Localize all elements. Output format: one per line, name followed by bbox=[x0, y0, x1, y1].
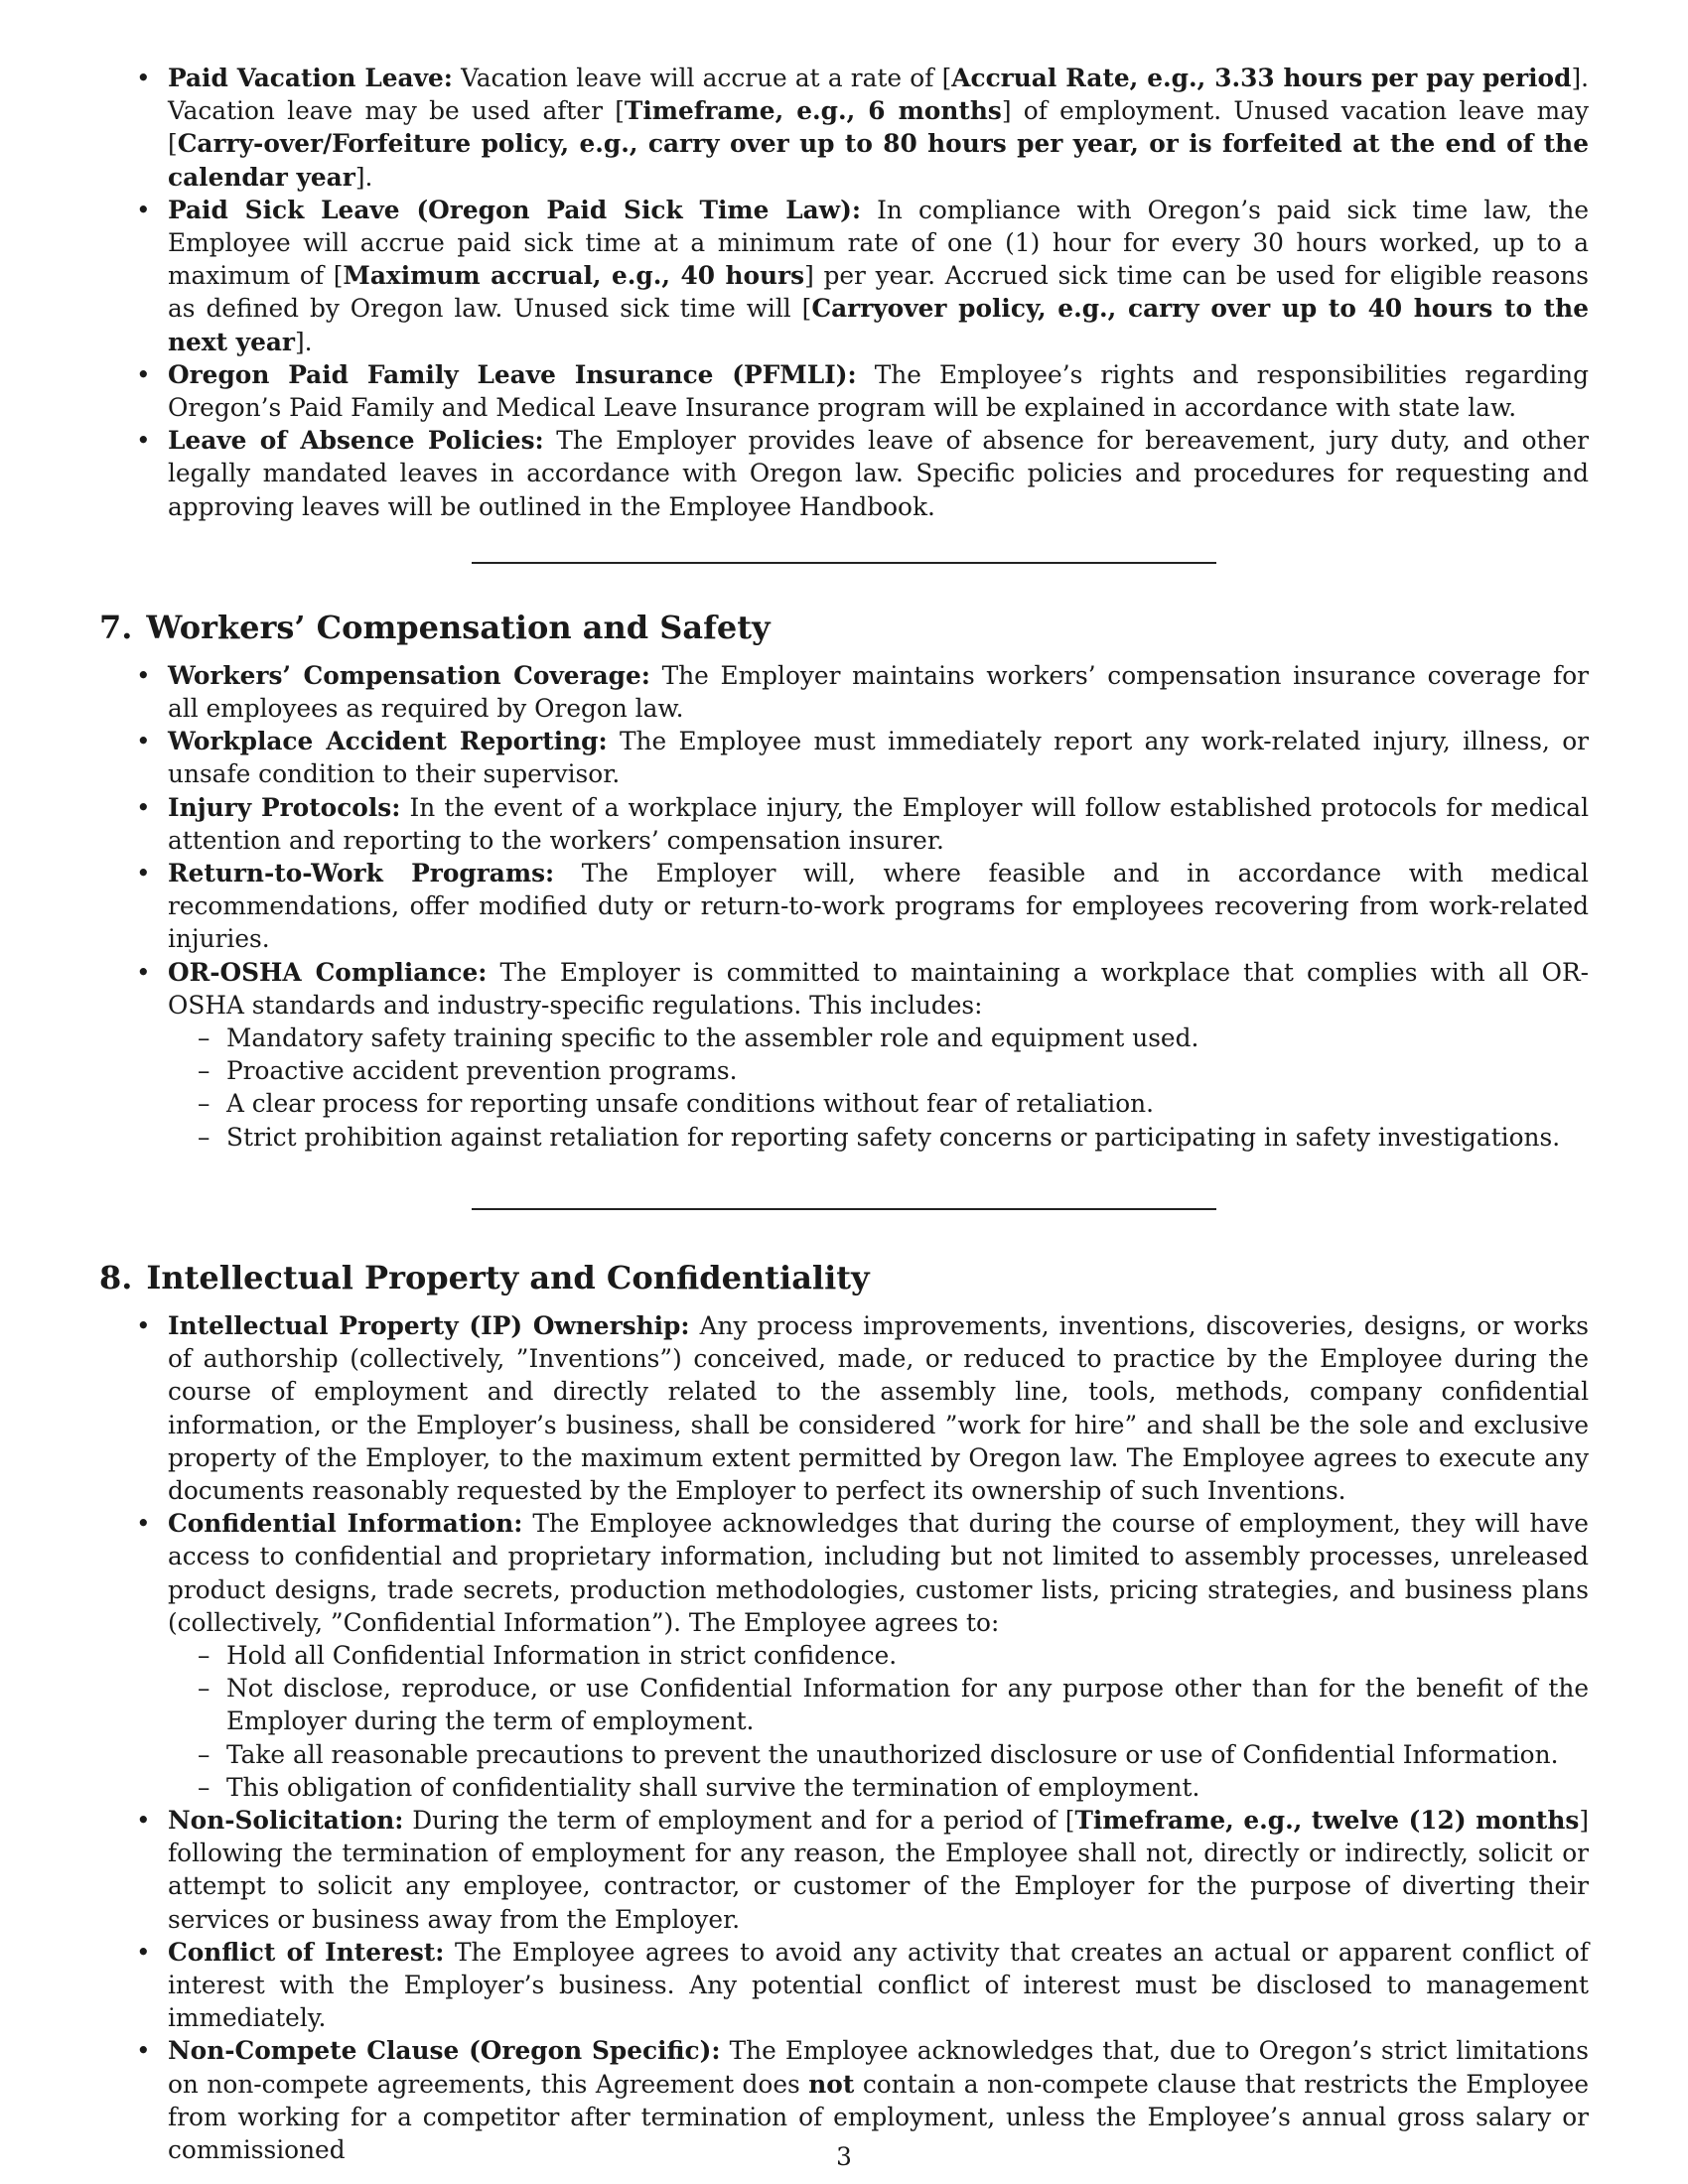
item-text: ] following the termination of employment for any reason, the Employee shall not, directly or indirectly, solicit or attempt to solicit any employee, contractor, or customer of the Employer for the purpose of diverting their services or business away from the Employer. bbox=[168, 1805, 1590, 1934]
list-item bbox=[99, 1804, 1589, 1936]
list-item bbox=[99, 1309, 1589, 1507]
item-lead: Oregon Paid Family Leave Insurance (PFMLI): bbox=[168, 359, 857, 389]
item-text: In compliance with Oregon’s paid sick time law, the Employee will accrue paid sick time at a minimum rate of one (1) hour for every 30 hours worked, up to a maximum of [ bbox=[168, 195, 1589, 291]
section-number: 7. bbox=[99, 608, 133, 646]
item-lead: Intellectual Property (IP) Ownership: bbox=[168, 1310, 690, 1340]
section-title: Workers’ Compensation and Safety bbox=[146, 608, 771, 646]
section-number: 8. bbox=[99, 1258, 133, 1297]
item-text: ] of employment. Unused vacation leave may [ bbox=[168, 96, 1589, 159]
list-item bbox=[99, 194, 1589, 358]
item-text: ] per year. Accrued sick time can be used for eligible reasons as defined by Oregon law. Unused sick time will [ bbox=[168, 261, 1590, 324]
document-page bbox=[99, 62, 1589, 2166]
item-text: ]. Vacation leave may be used after [ bbox=[168, 64, 1589, 126]
item-lead: Paid Sick Leave (Oregon Paid Sick Time Law): bbox=[168, 195, 861, 224]
item-lead: Leave of Absence Policies: bbox=[168, 426, 544, 456]
sub-list-item: – Strict prohibition against retaliation for reporting safety concerns or participating in safety investigations. bbox=[168, 1121, 1589, 1154]
page-number: 3 bbox=[836, 2142, 852, 2171]
item-text: The Employee acknowledges that during the course of employment, they will have access to confidential and proprietary information, including but not limited to assembly processes, unreleased product designs, trade secrets, production methodologies, customer lists, pricing strategies, and business plans (collectively, ”Confidential Information”). The Employee agrees to: bbox=[168, 1509, 1589, 1637]
section-title: Intellectual Property and Confidentiality bbox=[146, 1258, 870, 1297]
item-lead: OR-OSHA Compliance: bbox=[168, 957, 488, 987]
sub-list bbox=[168, 1639, 1589, 1804]
list-item bbox=[99, 1507, 1589, 1804]
item-lead: Injury Protocols: bbox=[168, 792, 401, 822]
item-text: Vacation leave will accrue at a rate of [ bbox=[452, 64, 952, 92]
section-8-list bbox=[99, 1309, 1589, 2166]
leave-list bbox=[99, 62, 1589, 523]
section-divider bbox=[472, 562, 1216, 564]
list-item bbox=[99, 725, 1589, 790]
placeholder-text: not bbox=[808, 2069, 855, 2099]
list-item bbox=[99, 1936, 1589, 2035]
item-lead: Non-Solicitation: bbox=[168, 1805, 404, 1835]
list-item bbox=[99, 791, 1589, 857]
placeholder-text: Timeframe, e.g., twelve (12) months bbox=[1074, 1805, 1580, 1835]
item-lead: Confidential Information: bbox=[168, 1509, 523, 1539]
list-item bbox=[99, 358, 1589, 424]
item-lead: Non-Compete Clause (Oregon Specific): bbox=[168, 2036, 721, 2066]
section-divider bbox=[472, 1208, 1216, 1210]
item-lead: Workers’ Compensation Coverage: bbox=[168, 660, 650, 690]
sub-list-item: – Mandatory safety training specific to the assembler role and equipment used. bbox=[168, 1022, 1589, 1054]
placeholder-text: Carryover policy, e.g., carry over up to 40 hours to the next year bbox=[168, 294, 1589, 356]
item-lead: Workplace Accident Reporting: bbox=[168, 727, 608, 756]
item-lead: Return-to-Work Programs: bbox=[168, 859, 555, 888]
list-item bbox=[99, 424, 1589, 523]
section-7-list bbox=[99, 659, 1589, 1154]
item-text: The Employee’s rights and responsibilities regarding Oregon’s Paid Family and Medical Leave Insurance program will be explained in accordance with state law. bbox=[168, 359, 1589, 423]
sub-list-item: – This obligation of confidentiality shall survive the termination of employment. bbox=[168, 1771, 1589, 1804]
placeholder-text: Accrual Rate, e.g., 3.33 hours per pay period bbox=[951, 64, 1572, 92]
list-item bbox=[99, 956, 1589, 1154]
item-text: ]. bbox=[295, 327, 313, 356]
item-text: In the event of a workplace injury, the Employer will follow established protocols for medical attention and reporting to the workers’ compensation insurer. bbox=[168, 792, 1589, 855]
sub-list-item: – Hold all Confidential Information in strict confidence. bbox=[168, 1639, 1589, 1672]
section-8-heading bbox=[99, 1258, 1589, 1297]
section-7-heading bbox=[99, 608, 1589, 647]
item-text: The Employee acknowledges that, due to Oregon’s strict limitations on non-compete agreements, this Agreement does bbox=[168, 2036, 1589, 2099]
sub-list-item: – Proactive accident prevention programs. bbox=[168, 1054, 1589, 1087]
list-item bbox=[99, 62, 1589, 194]
item-lead: Paid Vacation Leave: bbox=[168, 64, 453, 92]
sub-list bbox=[168, 1022, 1589, 1154]
item-text: Any process improvements, inventions, discoveries, designs, or works of authorship (collectively, ”Inventions”) conceived, made, or reduced to practice by the Employee during the course of employment and directly related to the assembly line, tools, methods, company confidential information, or the Employer’s business, shall be considered ”work for hire” and shall be the sole and exclusive property of the Employer, to the maximum extent permitted by Oregon law. The Employee agrees to execute any documents reasonably requested by the Employer to perfect its ownership of such Inventions. bbox=[168, 1310, 1589, 1505]
item-text: The Employer is committed to maintaining a workplace that complies with all OR-OSHA standards and industry-specific regulations. This includes: bbox=[168, 957, 1589, 1020]
placeholder-text: Carry-over/Forfeiture policy, e.g., carry over up to 80 hours per year, or is forfeited at the end of the calendar year bbox=[168, 129, 1589, 192]
item-lead: Conflict of Interest: bbox=[168, 1937, 445, 1967]
item-text: The Employee must immediately report any work-related injury, illness, or unsafe condition to their supervisor. bbox=[168, 727, 1589, 789]
item-text: The Employer will, where feasible and in accordance with medical recommendations, offer modified duty or return-to-work programs for employees recovering from work-related injuries. bbox=[168, 859, 1589, 954]
placeholder-text: Timeframe, e.g., 6 months bbox=[624, 96, 1002, 126]
item-text: ]. bbox=[354, 162, 373, 192]
sub-list-item: – Not disclose, reproduce, or use Confidential Information for any purpose other than for the benefit of the Employer during the term of employment. bbox=[168, 1672, 1589, 1737]
list-item bbox=[99, 857, 1589, 956]
item-text: The Employer provides leave of absence for bereavement, jury duty, and other legally mandated leaves in accordance with Oregon law. Specific policies and procedures for requesting and approving leaves will be outlined in the Employee Handbook. bbox=[168, 426, 1590, 521]
item-text: contain a non-compete clause that restricts the Employee from working for a competitor after termination of employment, unless the Employee’s annual gross salary or commissioned bbox=[168, 2069, 1589, 2164]
list-item bbox=[99, 659, 1589, 725]
sub-list-item: – Take all reasonable precautions to prevent the unauthorized disclosure or use of Confidential Information. bbox=[168, 1738, 1589, 1771]
item-text: The Employer maintains workers’ compensation insurance coverage for all employees as required by Oregon law. bbox=[168, 660, 1589, 724]
item-text: The Employee agrees to avoid any activity that creates an actual or apparent conflict of interest with the Employer’s business. Any potential conflict of interest must be disclosed to management immediately. bbox=[168, 1937, 1589, 2033]
sub-list-item: – A clear process for reporting unsafe conditions without fear of retaliation. bbox=[168, 1087, 1589, 1120]
item-text: During the term of employment and for a period of [ bbox=[403, 1805, 1075, 1835]
placeholder-text: Maximum accrual, e.g., 40 hours bbox=[343, 261, 805, 291]
